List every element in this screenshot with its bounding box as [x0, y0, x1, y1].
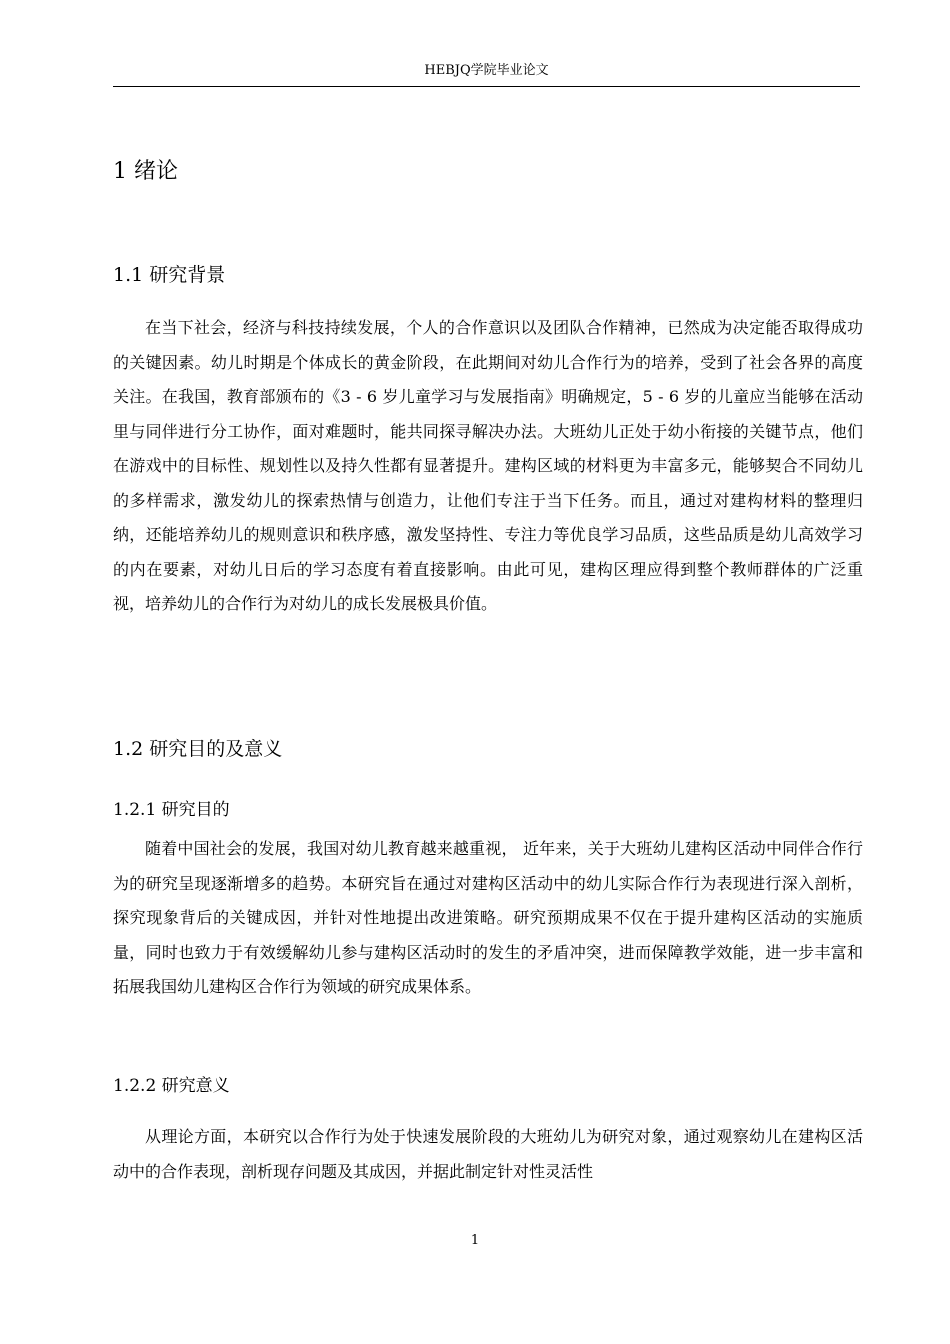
running-header: HEBJQ学院毕业论文 [424, 63, 549, 78]
purpose-paragraph: 随着中国社会的发展，我国对幼儿教育越来越重视， 近年来，关于大班幼儿建构区活动中同伴合作行为的研究呈现逐渐增多的趋势。本研究旨在通过对建构区活动中的幼儿实际合作行为表现进行深入剖析，探究现象背后的关键成因，并针对性地提出改进策略。研究预期成果不仅在于提升建构区活动的实施质量，同时也致力于有效缓解幼儿参与建构区活动时的发生的矛盾冲突，进而保障教学效能，进一步丰富和拓展我国幼儿建构区合作行为领域的研究成果体系。 [113, 839, 863, 996]
chapter-title: 1 绪论 [113, 159, 178, 184]
section-heading-background: 1.1 研究背景 [113, 264, 226, 286]
background-paragraph: 在当下社会，经济与科技持续发展，个人的合作意识以及团队合作精神，已然成为决定能否取得成功的关键因素。幼儿时期是个体成长的黄金阶段，在此期间对幼儿合作行为的培养，受到了社会各界的高度关注。在我国，教育部颁布的《3 - 6 岁儿童学习与发展指南》明确规定，5 - 6 岁的儿童应当能够在活动里与同伴进行分工协作，面对难题时，能共同探寻解决办法。大班幼儿正处于幼小衔接的关键节点，他们在游戏中的目标性、规划性以及持久性都有显著提升。建构区域的材料更为丰富多元，能够契合不同幼儿的多样需求，激发幼儿的探索热情与创造力，让他们专注于当下任务。而且，通过对建构材料的整理归纳，还能培养幼儿的规则意识和秩序感，激发坚持性、专注力等优良学习品质，这些品质是幼儿高效学习的内在要素，对幼儿日后的学习态度有着直接影响。由此可见，建构区理应得到整个教师群体的广泛重视，培养幼儿的合作行为对幼儿的成长发展极具价值。 [113, 318, 863, 613]
significance-paragraph: 从理论方面，本研究以合作行为处于快速发展阶段的大班幼儿为研究对象，通过观察幼儿在建构区活动中的合作表现，剖析现存问题及其成因，并据此制定针对性灵活性 [113, 1127, 863, 1181]
subsection-heading-purpose: 1.2.1 研究目的 [113, 800, 230, 820]
section-heading-purpose-significance: 1.2 研究目的及意义 [113, 738, 283, 760]
page-number: 1 [470, 1233, 480, 1248]
header-divider [113, 86, 860, 87]
subsection-heading-significance: 1.2.2 研究意义 [113, 1076, 230, 1096]
